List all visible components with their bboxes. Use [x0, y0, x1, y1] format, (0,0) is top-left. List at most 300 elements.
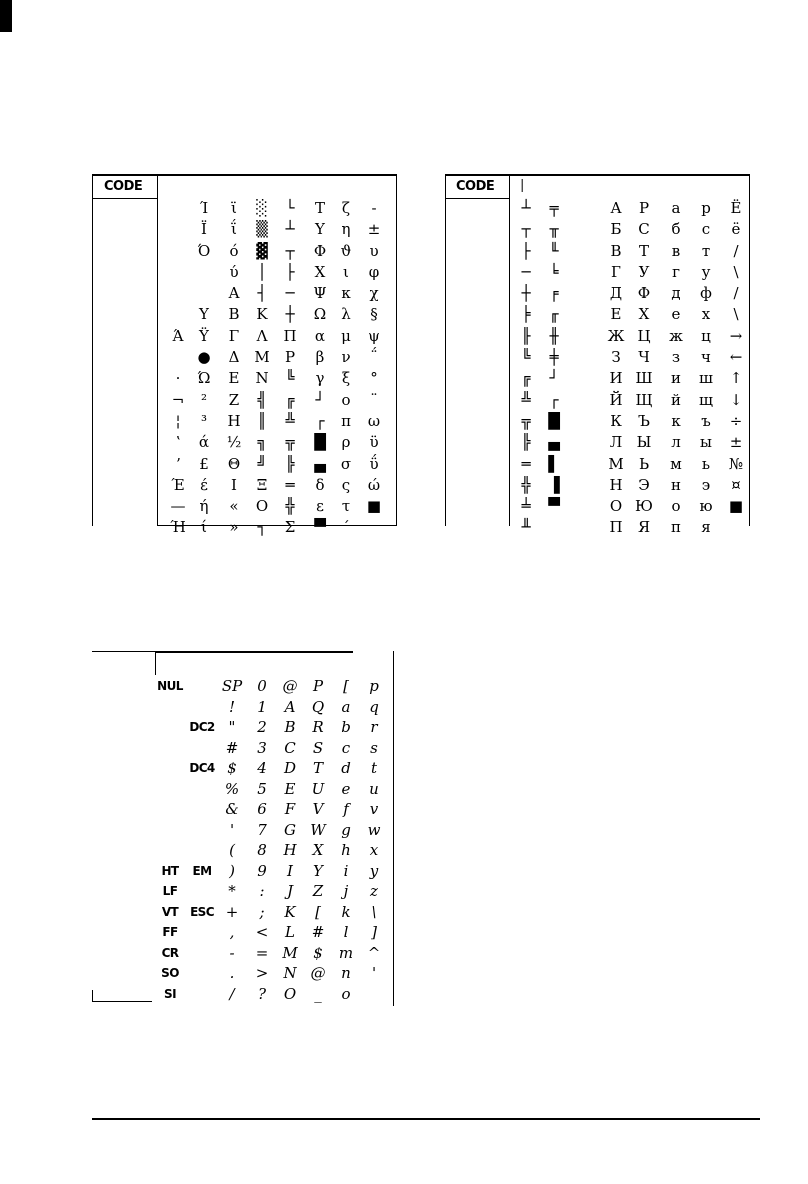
glyph-cell: K [284, 902, 296, 921]
glyph-cell: % [224, 779, 240, 798]
glyph-cell: ╘ [549, 262, 559, 281]
glyph-cell: a [341, 697, 351, 716]
glyph-cell: ╬ [521, 475, 531, 494]
glyph-cell: \ [733, 305, 739, 324]
glyph-cell: ▌ [548, 454, 560, 473]
glyph-cell: ╔ [285, 390, 295, 409]
glyph-cell: Y [199, 305, 209, 324]
glyph-cell: J [286, 882, 293, 900]
glyph-cell: Ж [607, 326, 625, 345]
glyph-cell: ΐ [231, 220, 237, 239]
glyph-cell: Τ [314, 199, 325, 217]
glyph-cell [154, 738, 186, 759]
glyph-cell: ╠ [521, 433, 531, 452]
glyph-cell: Λ [256, 326, 268, 345]
glyph-cell [186, 922, 218, 943]
glyph-cell: ▒ [256, 220, 268, 239]
glyph-cell: ό [229, 241, 239, 260]
glyph-cell: └ [285, 199, 295, 217]
glyph-cell [356, 517, 392, 538]
glyph-cell [186, 738, 218, 759]
glyph-cell: Ш [635, 369, 653, 388]
glyph-cell: ¦ [175, 411, 181, 430]
glyph-cell: ┘ [315, 390, 325, 409]
glyph-cell: l [343, 923, 349, 941]
glyph-cell: и [671, 369, 681, 388]
ascii-glyph-grid [156, 676, 396, 1006]
table-header-rule [155, 651, 353, 653]
glyph-cell: : [259, 882, 265, 900]
glyph-cell: d [341, 759, 351, 777]
glyph-cell: ┼ [521, 284, 531, 303]
glyph-cell [186, 820, 218, 841]
glyph-cell: ) [229, 861, 235, 880]
glyph-cell: О [609, 497, 623, 516]
glyph-cell: δ [315, 475, 325, 494]
glyph-cell: ' [229, 820, 235, 839]
glyph-cell: Й [609, 390, 623, 409]
glyph-cell: z [370, 882, 378, 900]
glyph-cell: γ [315, 369, 325, 388]
glyph-cell: # [225, 738, 239, 757]
glyph-cell [154, 697, 186, 718]
glyph-cell: τ [341, 497, 351, 516]
glyph-cell: C [284, 738, 296, 757]
glyph-cell: ╠ [285, 454, 295, 473]
glyph-cell: = [255, 943, 269, 962]
glyph-cell: Х [638, 305, 650, 324]
glyph-cell: e [341, 779, 351, 798]
glyph-cell: m [338, 943, 354, 962]
code-header: CODE [456, 179, 495, 194]
glyph-cell: Н [609, 475, 623, 494]
glyph-cell: ▄ [314, 454, 326, 473]
glyph-cell [186, 943, 218, 964]
glyph-cell: Μ [254, 348, 270, 367]
glyph-cell: ╚ [285, 369, 295, 388]
glyph-cell: К [610, 411, 622, 430]
glyph-cell: Κ [256, 305, 268, 324]
glyph-cell: ┬ [285, 241, 295, 260]
glyph-cell: Z [312, 882, 324, 900]
glyph-cell: Ρ [284, 348, 296, 367]
glyph-cell: ¬ [171, 390, 185, 409]
glyph-cell: ώ [367, 475, 381, 494]
glyph-cell: / [229, 984, 235, 1003]
glyph-cell: ┐ [257, 518, 267, 537]
glyph-cell: FF [162, 925, 178, 939]
glyph-cell: Ε [228, 369, 240, 388]
glyph-cell: ю [699, 497, 713, 516]
glyph-cell: ь [701, 454, 711, 473]
glyph-cell: v [369, 800, 379, 818]
glyph-cell: ± [729, 433, 743, 452]
glyph-cell: Ы [636, 433, 652, 452]
glyph-cell: E [284, 779, 296, 798]
glyph-cell: R [312, 718, 324, 736]
glyph-cell: █ [314, 433, 326, 452]
glyph-cell: Ώ [197, 369, 211, 388]
glyph-cell: Л [609, 433, 623, 452]
header-tick-mark: | [520, 178, 525, 193]
glyph-cell: y [369, 861, 379, 880]
glyph-cell: ─ [285, 284, 295, 303]
glyph-cell: o [341, 984, 351, 1003]
cyrillic-glyph-grid [508, 198, 758, 537]
glyph-cell: > [255, 964, 269, 982]
glyph-cell: Ν [255, 369, 269, 388]
glyph-cell: $ [313, 943, 323, 962]
glyph-cell: с [701, 220, 711, 239]
glyph-cell: е [671, 305, 681, 324]
glyph-cell: 5 [257, 779, 267, 798]
glyph-cell: │ [257, 262, 267, 281]
glyph-cell: И [609, 369, 623, 388]
glyph-cell: ╪ [549, 348, 559, 367]
glyph-cell: Ч [638, 348, 650, 367]
glyph-cell: P [312, 677, 324, 695]
glyph-column [216, 676, 248, 1004]
glyph-cell: υ [369, 241, 379, 260]
glyph-cell: c [341, 738, 351, 757]
glyph-cell: Ή [170, 518, 186, 537]
glyph-cell: έ [200, 475, 208, 494]
glyph-cell: § [370, 305, 378, 324]
table-top-rule [92, 174, 397, 176]
glyph-cell: λ [341, 305, 351, 324]
glyph-cell: ϑ [340, 241, 352, 260]
glyph-cell: W [310, 820, 326, 839]
glyph-cell: ΅ [370, 348, 378, 367]
glyph-cell: ↓ [729, 390, 743, 409]
glyph-cell: Η [227, 411, 241, 430]
glyph-cell: ; [259, 902, 265, 921]
glyph-cell: Ь [638, 454, 650, 473]
glyph-cell [536, 517, 572, 538]
glyph-cell: V [312, 800, 324, 818]
glyph-cell: I [287, 861, 293, 880]
glyph-cell: _ [314, 984, 322, 1003]
glyph-cell: ░ [256, 199, 268, 217]
glyph-cell: t [370, 759, 378, 777]
glyph-cell: b [341, 718, 351, 736]
glyph-cell: , [229, 923, 235, 941]
glyph-cell [186, 676, 218, 697]
glyph-cell [358, 984, 390, 1005]
glyph-cell: Е [610, 305, 622, 324]
glyph-cell: ↑ [729, 369, 743, 388]
glyph-cell: G [284, 820, 296, 839]
glyph-cell: М [608, 454, 624, 473]
glyph-column [358, 676, 390, 1004]
glyph-cell: 0 [257, 677, 267, 695]
glyph-cell [186, 881, 218, 902]
glyph-cell: № [728, 454, 744, 473]
glyph-cell: - [371, 199, 377, 217]
glyph-cell: T [312, 759, 323, 777]
glyph-cell: Э [638, 475, 650, 494]
glyph-cell: \ [733, 262, 739, 281]
glyph-cell: Ί [199, 199, 209, 217]
glyph-cell: DC2 [189, 720, 215, 734]
glyph-cell: X [312, 841, 324, 859]
glyph-cell: Ъ [638, 411, 650, 430]
glyph-cell: Ϊ [201, 220, 207, 239]
glyph-cell: ε [316, 497, 324, 516]
glyph-cell: ╟ [521, 326, 531, 345]
glyph-cell: ÷ [729, 411, 743, 430]
glyph-cell: « [229, 497, 239, 516]
glyph-cell: O [283, 984, 297, 1003]
glyph-cell: @ [282, 677, 298, 695]
glyph-cell: Р [638, 199, 650, 217]
glyph-cell: VT [161, 904, 179, 919]
glyph-cell: ' [371, 964, 377, 982]
glyph-column [154, 676, 186, 1004]
glyph-cell: л [671, 433, 681, 452]
glyph-cell: ← [729, 348, 743, 367]
glyph-cell [154, 717, 186, 738]
glyph-cell: ╚ [521, 348, 531, 367]
glyph-cell: — [170, 497, 186, 516]
glyph-cell: ¨ [370, 390, 378, 409]
glyph-cell: f [343, 800, 349, 818]
glyph-cell: Д [609, 284, 623, 303]
greek-glyph-grid [140, 198, 400, 537]
glyph-cell: ╓ [549, 305, 559, 324]
glyph-cell: ʽ [175, 433, 181, 452]
glyph-cell: ■ [728, 497, 744, 516]
glyph-cell: A [284, 697, 296, 716]
glyph-cell: → [729, 326, 743, 345]
glyph-cell: т [701, 241, 711, 260]
glyph-cell: U [311, 779, 325, 798]
glyph-cell: ж [669, 326, 683, 345]
glyph-cell: ° [370, 369, 378, 388]
glyph-cell: ( [229, 841, 235, 859]
glyph-column [718, 198, 754, 539]
glyph-cell: n [341, 964, 351, 982]
glyph-cell: Φ [313, 241, 327, 260]
glyph-cell: б [671, 220, 681, 239]
glyph-cell: Ë [730, 199, 742, 217]
glyph-cell: φ [368, 262, 380, 281]
glyph-cell: + [225, 902, 239, 921]
glyph-cell: Ψ [313, 284, 327, 303]
glyph-cell: ├ [521, 241, 531, 260]
glyph-cell: У [638, 262, 650, 281]
glyph-cell: ν [341, 348, 351, 367]
footer-rule [92, 1118, 760, 1120]
glyph-cell: м [670, 454, 682, 473]
glyph-cell: g [341, 820, 351, 839]
glyph-cell: χ [369, 284, 379, 303]
glyph-cell: . [229, 964, 235, 982]
glyph-cell: а [671, 199, 681, 217]
glyph-cell: ς [341, 475, 351, 494]
glyph-cell: щ [699, 390, 713, 409]
glyph-cell: ] [371, 923, 377, 941]
glyph-cell: ┬ [521, 220, 531, 239]
glyph-cell: SI [164, 986, 176, 1001]
glyph-cell: Ι [231, 475, 237, 494]
glyph-column [536, 198, 572, 539]
glyph-cell: п [671, 518, 681, 537]
glyph-cell: h [341, 841, 351, 859]
glyph-cell: Σ [284, 518, 296, 537]
glyph-cell: ц [701, 326, 711, 345]
glyph-cell: Т [638, 241, 649, 260]
glyph-cell: ² [200, 390, 207, 409]
glyph-cell: ╨ [521, 518, 531, 537]
glyph-cell: CR [161, 945, 179, 960]
glyph-cell: HT [161, 863, 179, 878]
glyph-cell: ╝ [257, 454, 267, 473]
glyph-cell: ═ [285, 475, 295, 494]
glyph-cell: ο [341, 390, 351, 409]
glyph-cell: ι [343, 262, 349, 281]
table-left-rule [445, 174, 446, 526]
glyph-cell: ч [701, 348, 711, 367]
glyph-cell: 4 [257, 759, 267, 777]
glyph-cell: ┌ [549, 390, 559, 409]
glyph-cell: ή [199, 497, 209, 516]
glyph-cell: u [369, 779, 379, 798]
glyph-cell: i [343, 861, 349, 880]
glyph-cell: ■ [366, 497, 382, 516]
glyph-cell: Ξ [256, 475, 268, 494]
glyph-cell: » [229, 518, 239, 537]
glyph-cell: · [175, 369, 181, 388]
glyph-cell: ╫ [549, 326, 559, 345]
glyph-cell [186, 963, 218, 984]
glyph-cell: L [285, 923, 295, 941]
glyph-cell: З [611, 348, 621, 367]
glyph-cell: 6 [257, 800, 267, 818]
glyph-column [356, 198, 392, 539]
glyph-cell: ▀ [314, 518, 326, 537]
glyph-cell: ϊ [231, 199, 237, 217]
glyph-cell: ┴ [285, 220, 295, 239]
glyph-cell: < [255, 923, 269, 941]
glyph-cell [186, 697, 218, 718]
page-edge-mark [0, 0, 12, 32]
glyph-cell: ▐ [548, 475, 560, 494]
glyph-cell: ϋ [369, 433, 379, 452]
glyph-cell: █ [548, 411, 560, 430]
glyph-cell: ┴ [521, 199, 531, 217]
glyph-cell: Ά [172, 326, 184, 345]
glyph-cell: ▓ [256, 241, 268, 260]
glyph-cell: ? [257, 984, 267, 1003]
glyph-cell: ┤ [257, 284, 267, 303]
glyph-cell: & [225, 800, 239, 818]
glyph-cell: ʼ [175, 454, 181, 473]
glyph-cell: д [671, 284, 681, 303]
glyph-cell: ╦ [285, 433, 295, 452]
glyph-cell: ¤ [731, 475, 741, 494]
glyph-cell: Щ [635, 390, 653, 409]
glyph-cell: к [671, 411, 681, 430]
glyph-cell [154, 799, 186, 820]
glyph-cell: r [370, 718, 378, 736]
glyph-cell: H [283, 841, 297, 859]
glyph-cell: 1 [257, 697, 267, 716]
glyph-cell: ζ [341, 199, 351, 217]
glyph-cell: DC4 [189, 761, 215, 775]
glyph-cell: н [671, 475, 681, 494]
glyph-cell: j [343, 882, 349, 900]
glyph-cell [154, 840, 186, 861]
glyph-cell: p [369, 677, 379, 695]
glyph-cell: ί [201, 518, 207, 537]
glyph-column [626, 198, 662, 539]
glyph-cell: Υ [315, 220, 325, 239]
glyph-cell: з [671, 348, 681, 367]
glyph-cell: w [367, 820, 381, 839]
glyph-cell: [ [343, 677, 349, 695]
glyph-cell: ё [731, 220, 741, 239]
glyph-cell: о [671, 497, 681, 516]
glyph-cell: Ю [635, 497, 653, 516]
glyph-cell: ω [367, 411, 381, 430]
glyph-cell: В [610, 241, 622, 260]
glyph-cell: / [733, 241, 739, 260]
table-left-rule [92, 174, 93, 526]
glyph-cell: F [284, 800, 296, 818]
glyph-cell: B [284, 718, 296, 736]
glyph-cell: ▀ [548, 497, 560, 516]
glyph-cell: ╒ [549, 284, 559, 303]
glyph-cell: Б [610, 220, 622, 239]
glyph-cell: ╦ [521, 411, 531, 430]
glyph-cell: ш [699, 369, 713, 388]
glyph-cell: С [638, 220, 650, 239]
glyph-cell: q [369, 697, 379, 716]
glyph-cell: [ [315, 902, 321, 921]
glyph-cell [186, 840, 218, 861]
glyph-cell: κ [341, 284, 351, 303]
glyph-cell [186, 779, 218, 800]
glyph-cell: ± [367, 220, 381, 239]
glyph-cell: ╩ [521, 390, 531, 409]
glyph-cell: Я [637, 518, 651, 537]
glyph-cell: ═ [521, 454, 531, 473]
glyph-cell [154, 758, 186, 779]
glyph-column [186, 676, 218, 1004]
glyph-cell: η [341, 220, 351, 239]
glyph-cell [186, 799, 218, 820]
code-column-divider [155, 651, 156, 675]
table-top-rule [445, 174, 750, 176]
glyph-cell: ─ [521, 262, 531, 281]
glyph-cell: ρ [341, 433, 351, 452]
glyph-cell: EM [192, 863, 212, 878]
glyph-cell: ³ [200, 411, 207, 430]
code-header-underline [445, 198, 509, 199]
glyph-cell: Β [228, 305, 240, 324]
glyph-cell: ╔ [521, 369, 531, 388]
glyph-cell: £ [199, 454, 209, 473]
glyph-cell: \ [371, 902, 377, 921]
glyph-cell: ╗ [257, 433, 267, 452]
glyph-cell: x [369, 841, 379, 859]
glyph-cell: $ [227, 759, 237, 777]
glyph-cell: Θ [227, 454, 241, 473]
glyph-cell: - [229, 943, 235, 962]
glyph-cell: D [283, 759, 297, 777]
glyph-cell: ┌ [315, 411, 325, 430]
